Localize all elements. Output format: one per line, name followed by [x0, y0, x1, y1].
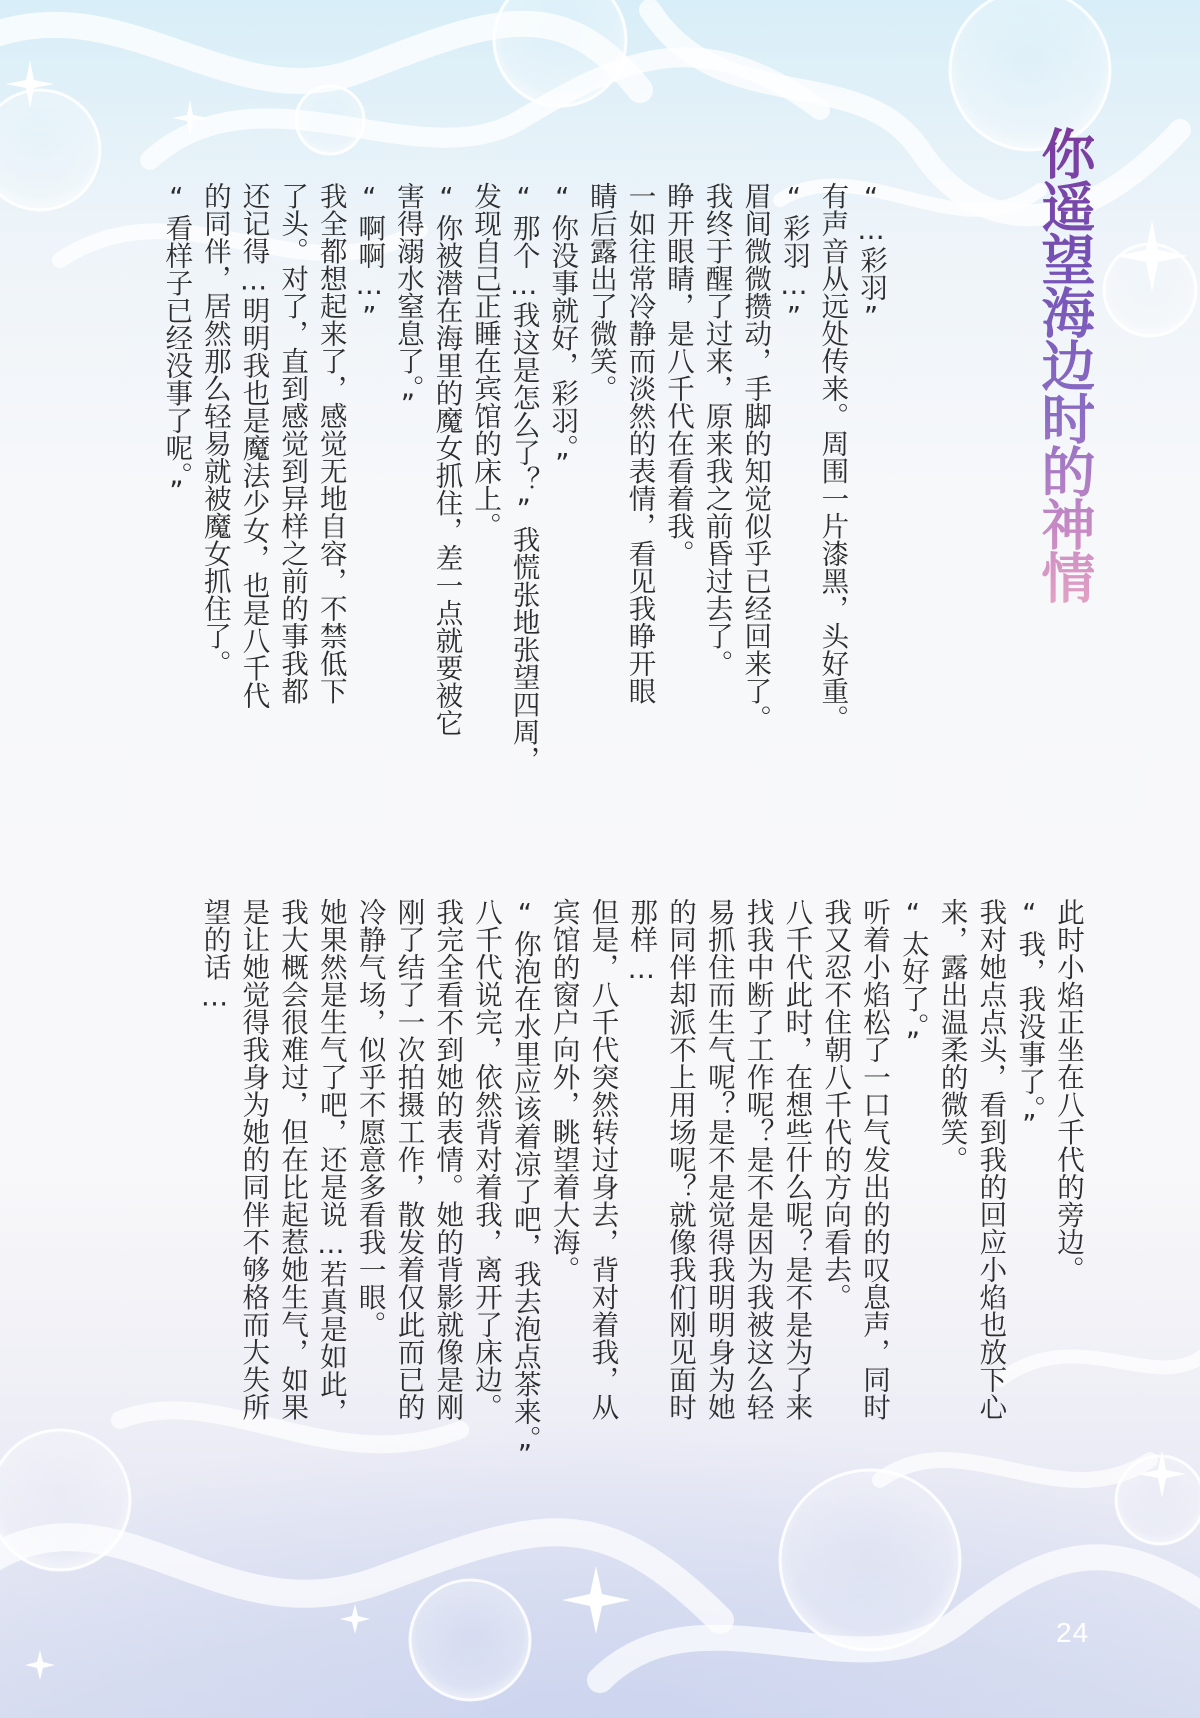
text-column: 一如往常冷静而淡然的表情，看见我睁开眼: [623, 182, 656, 705]
text-column: 但是，八千代突然转过身去，背对着我，从: [586, 898, 619, 1421]
text-column: 是让她觉得我身为她的同伴不够格而大失所: [237, 898, 270, 1421]
text-column: 有声音从远处传来。周围一片漆黑，头好重。: [816, 182, 849, 732]
text-column: 望的话…: [198, 898, 231, 1013]
text-column: 她果然是生气了吧，还是说…若真是如此，: [314, 898, 347, 1425]
text-column: 来，露出温柔的微笑。: [935, 898, 968, 1173]
text-column: 我大概会很难过，但在比起惹她生气，如果: [276, 898, 309, 1421]
text-column: 此时小焰正坐在八千代的旁边。: [1052, 898, 1084, 1283]
text-column: “…彩羽”: [855, 182, 887, 333]
text-column: 睛后露出了微笑。: [584, 182, 617, 402]
text-column: 我全都想起来了，感觉无地自容，不禁低下: [314, 182, 347, 705]
text-column: 易抓住而生气呢？是不是觉得我明明身为她: [702, 898, 735, 1421]
text-column: “那个…我这是怎么了？”我慌张地张望四周，: [507, 182, 540, 773]
text-column: 的同伴却派不上用场呢？就像我们刚见面时: [664, 898, 697, 1421]
text-column: 发现自己正睡在宾馆的床上。: [469, 182, 502, 540]
text-column: 冷静气场，似乎不愿意多看我一眼。: [353, 898, 386, 1338]
text-column: “啊啊…”: [353, 182, 386, 333]
text-column: “你泡在水里应该着凉了吧，我去泡点茶来。”: [508, 898, 541, 1471]
text-column: 八千代此时，在想些什么呢？是不是为了来: [780, 898, 813, 1421]
text-column: 我又忍不住朝八千代的方向看去。: [819, 898, 852, 1311]
text-column: 我完全看不到她的表情。她的背影就像是刚: [431, 898, 464, 1421]
text-column: 了头。对了，直到感觉到异样之前的事我都: [276, 182, 309, 705]
text-column: 睁开眼睛，是八千代在看着我。: [662, 182, 695, 567]
text-column: “太好了。”: [896, 898, 929, 1059]
text-column: 我终于醒了过来，原来我之前昏过去了。: [700, 182, 733, 677]
text-column: 找我中断了工作呢？是不是因为我被这么轻: [741, 898, 774, 1421]
text-column: 那样…: [625, 898, 658, 985]
text-column: “我，我没事了。”: [1013, 898, 1046, 1141]
text-column: 宾馆的窗户向外，眺望着大海。: [547, 898, 580, 1283]
lower-text-block: [112, 898, 1087, 1471]
text-column: “看样子已经没事了呢。”: [160, 182, 193, 508]
text-column: 眉间微微攒动，手脚的知觉似乎已经回来了。: [739, 182, 772, 732]
text-column: 刚了结了一次拍摄工作，散发着仅此而已的: [392, 898, 425, 1421]
page-title: 你遥望海边时的神情: [1033, 126, 1096, 603]
text-column: 的同伴，居然那么轻易就被魔女抓住了。: [198, 182, 231, 677]
page-number: 24: [1056, 1617, 1090, 1648]
text-column: “你被潜在海里的魔女抓住，差一点就要被它: [430, 182, 463, 737]
text-column: “彩羽…”: [777, 182, 810, 333]
text-column: “你没事就好，彩羽。”: [546, 182, 579, 480]
text-column: 害得溺水窒息了。”: [391, 182, 424, 421]
text-column: 还记得…明明我也是魔法少女，也是八千代: [237, 182, 270, 709]
text-column: 听着小焰松了一口气发出的的叹息声，同时: [858, 898, 891, 1421]
upper-text-block: [128, 182, 890, 773]
text-column: 八千代说完，依然背对着我，离开了床边。: [470, 898, 503, 1421]
text-column: 我对她点点头，看到我的回应小焰也放下心: [974, 898, 1007, 1421]
